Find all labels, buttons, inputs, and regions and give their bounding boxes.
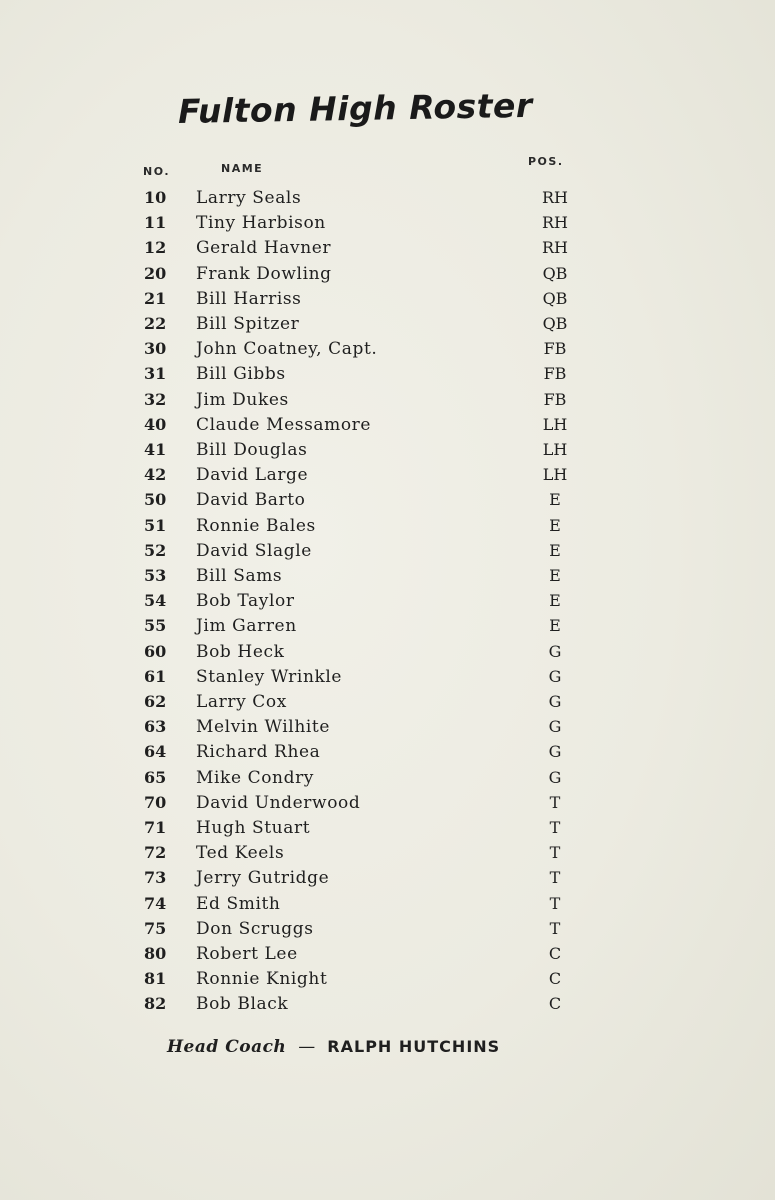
player-position: FB	[543, 389, 567, 409]
player-number: 54	[144, 591, 167, 611]
player-number: 20	[144, 263, 167, 283]
player-position: G	[548, 717, 562, 737]
player-name: Ronnie Bales	[196, 515, 316, 536]
player-position: C	[548, 969, 562, 989]
roster-row	[0, 213, 775, 238]
player-position: QB	[542, 314, 568, 333]
player-position: RH	[542, 238, 568, 258]
roster-row	[0, 440, 775, 465]
player-number: 51	[144, 515, 167, 535]
player-number: 22	[144, 314, 167, 333]
player-name: Richard Rhea	[196, 742, 321, 763]
roster-row	[0, 390, 775, 415]
roster-row	[0, 541, 775, 566]
player-name: Bob Black	[196, 994, 289, 1015]
player-number: 62	[144, 692, 167, 711]
roster-row	[0, 516, 775, 541]
player-number: 53	[144, 566, 167, 585]
player-position: G	[548, 692, 562, 711]
player-name: Ed Smith	[196, 893, 281, 914]
roster-row	[0, 465, 775, 490]
player-name: John Coatney, Capt.	[196, 339, 378, 360]
player-number: 11	[144, 213, 167, 233]
player-number: 40	[144, 414, 167, 434]
player-name: Larry Seals	[196, 188, 302, 208]
roster-row	[0, 238, 775, 263]
player-name: Hugh Stuart	[196, 818, 311, 838]
roster-row	[0, 843, 775, 868]
player-position: E	[549, 566, 561, 585]
head-coach-label: Head Coach	[167, 1037, 287, 1057]
player-number: 71	[144, 818, 167, 837]
player-name: Larry Cox	[196, 692, 287, 712]
player-name: Jerry Gutridge	[196, 868, 330, 889]
player-position: E	[549, 490, 561, 510]
player-position: RH	[542, 213, 568, 233]
column-header-pos: POS.	[528, 155, 564, 168]
player-number: 64	[144, 742, 167, 762]
player-number: 65	[144, 767, 167, 787]
player-name: Bill Gibbs	[196, 364, 286, 385]
player-number: 75	[144, 918, 167, 938]
player-position: C	[548, 994, 562, 1014]
player-position: LH	[542, 465, 568, 485]
player-position: T	[549, 792, 561, 812]
player-name: Melvin Wilhite	[196, 717, 331, 738]
player-number: 70	[144, 792, 167, 812]
player-name: Mike Condry	[196, 767, 315, 788]
roster-row	[0, 742, 775, 767]
player-name: Stanley Wrinkle	[196, 666, 343, 687]
head-coach-dash: —	[298, 1037, 316, 1057]
player-position: T	[549, 918, 561, 938]
player-number: 42	[144, 465, 167, 485]
player-position: E	[549, 591, 561, 611]
player-name: Ted Keels	[196, 843, 285, 864]
roster-row	[0, 717, 775, 742]
player-position: G	[548, 666, 562, 686]
roster-row	[0, 188, 775, 213]
roster-row	[0, 919, 775, 944]
roster-row	[0, 591, 775, 616]
player-number: 80	[144, 944, 167, 963]
player-number: 21	[144, 288, 167, 308]
player-number: 50	[144, 490, 167, 510]
player-name: Bill Spitzer	[196, 314, 300, 334]
player-number: 72	[144, 843, 167, 863]
roster-row	[0, 264, 775, 289]
player-position: E	[549, 540, 561, 560]
player-position: RH	[542, 188, 568, 207]
player-number: 73	[144, 868, 167, 888]
roster-row	[0, 289, 775, 314]
player-name: Don Scruggs	[196, 918, 314, 939]
roster-row	[0, 642, 775, 667]
roster-row	[0, 415, 775, 440]
roster-row	[0, 768, 775, 793]
roster-row	[0, 868, 775, 893]
player-number: 41	[144, 440, 167, 459]
player-name: Bob Heck	[196, 641, 285, 662]
player-number: 52	[144, 540, 167, 560]
player-position: T	[549, 868, 561, 888]
roster-row	[0, 364, 775, 389]
player-position: FB	[543, 339, 567, 359]
player-name: Bob Taylor	[196, 591, 295, 612]
column-header-no: NO.	[143, 165, 170, 178]
player-position: LH	[542, 440, 568, 459]
player-name: Ronnie Knight	[196, 969, 328, 990]
roster-row	[0, 314, 775, 339]
player-name: Bill Harriss	[196, 288, 302, 309]
player-position: T	[549, 843, 561, 863]
player-name: Robert Lee	[196, 944, 298, 964]
column-header-name: NAME	[221, 162, 264, 175]
player-name: David Barto	[196, 490, 306, 511]
roster-row	[0, 793, 775, 818]
player-name: Jim Dukes	[196, 389, 289, 410]
roster-row	[0, 616, 775, 641]
head-coach-line	[167, 1037, 500, 1057]
player-position: G	[548, 742, 562, 762]
player-name: Frank Dowling	[196, 263, 332, 284]
player-name: David Slagle	[196, 540, 312, 561]
roster-row	[0, 944, 775, 969]
player-position: G	[548, 767, 562, 787]
player-number: 60	[144, 641, 167, 661]
player-number: 55	[144, 616, 167, 636]
roster-row	[0, 339, 775, 364]
player-number: 31	[144, 364, 167, 384]
player-position: E	[549, 515, 561, 535]
roster-row	[0, 566, 775, 591]
player-position: QB	[542, 288, 568, 308]
roster-row	[0, 692, 775, 717]
player-number: 81	[144, 969, 167, 989]
player-position: FB	[543, 364, 567, 384]
player-number: 61	[144, 666, 167, 686]
head-coach-name: RALPH HUTCHINS	[327, 1037, 501, 1056]
player-position: T	[549, 818, 561, 837]
player-name: Bill Douglas	[196, 440, 308, 460]
player-name: Bill Sams	[196, 566, 283, 586]
player-position: G	[548, 641, 562, 661]
player-number: 12	[144, 238, 167, 258]
player-name: David Large	[196, 465, 309, 486]
roster-row	[0, 894, 775, 919]
player-name: Gerald Havner	[196, 238, 332, 259]
roster-row	[0, 490, 775, 515]
player-position: LH	[542, 414, 568, 434]
player-number: 32	[144, 389, 167, 409]
player-name: Claude Messamore	[196, 414, 372, 435]
player-number: 10	[144, 188, 167, 207]
player-position: C	[548, 944, 562, 963]
player-number: 30	[144, 339, 167, 359]
player-position: E	[549, 616, 561, 636]
roster-row	[0, 994, 775, 1019]
player-position: T	[549, 893, 561, 913]
roster-row	[0, 667, 775, 692]
roster-row	[0, 969, 775, 994]
page-title: Fulton High Roster	[177, 85, 533, 131]
player-name: Jim Garren	[196, 616, 297, 637]
player-number: 63	[144, 717, 167, 737]
player-position: QB	[542, 263, 568, 283]
player-number: 82	[144, 994, 167, 1014]
player-name: David Underwood	[196, 792, 361, 813]
player-name: Tiny Harbison	[196, 213, 326, 234]
roster-row	[0, 818, 775, 843]
player-number: 74	[144, 893, 167, 913]
